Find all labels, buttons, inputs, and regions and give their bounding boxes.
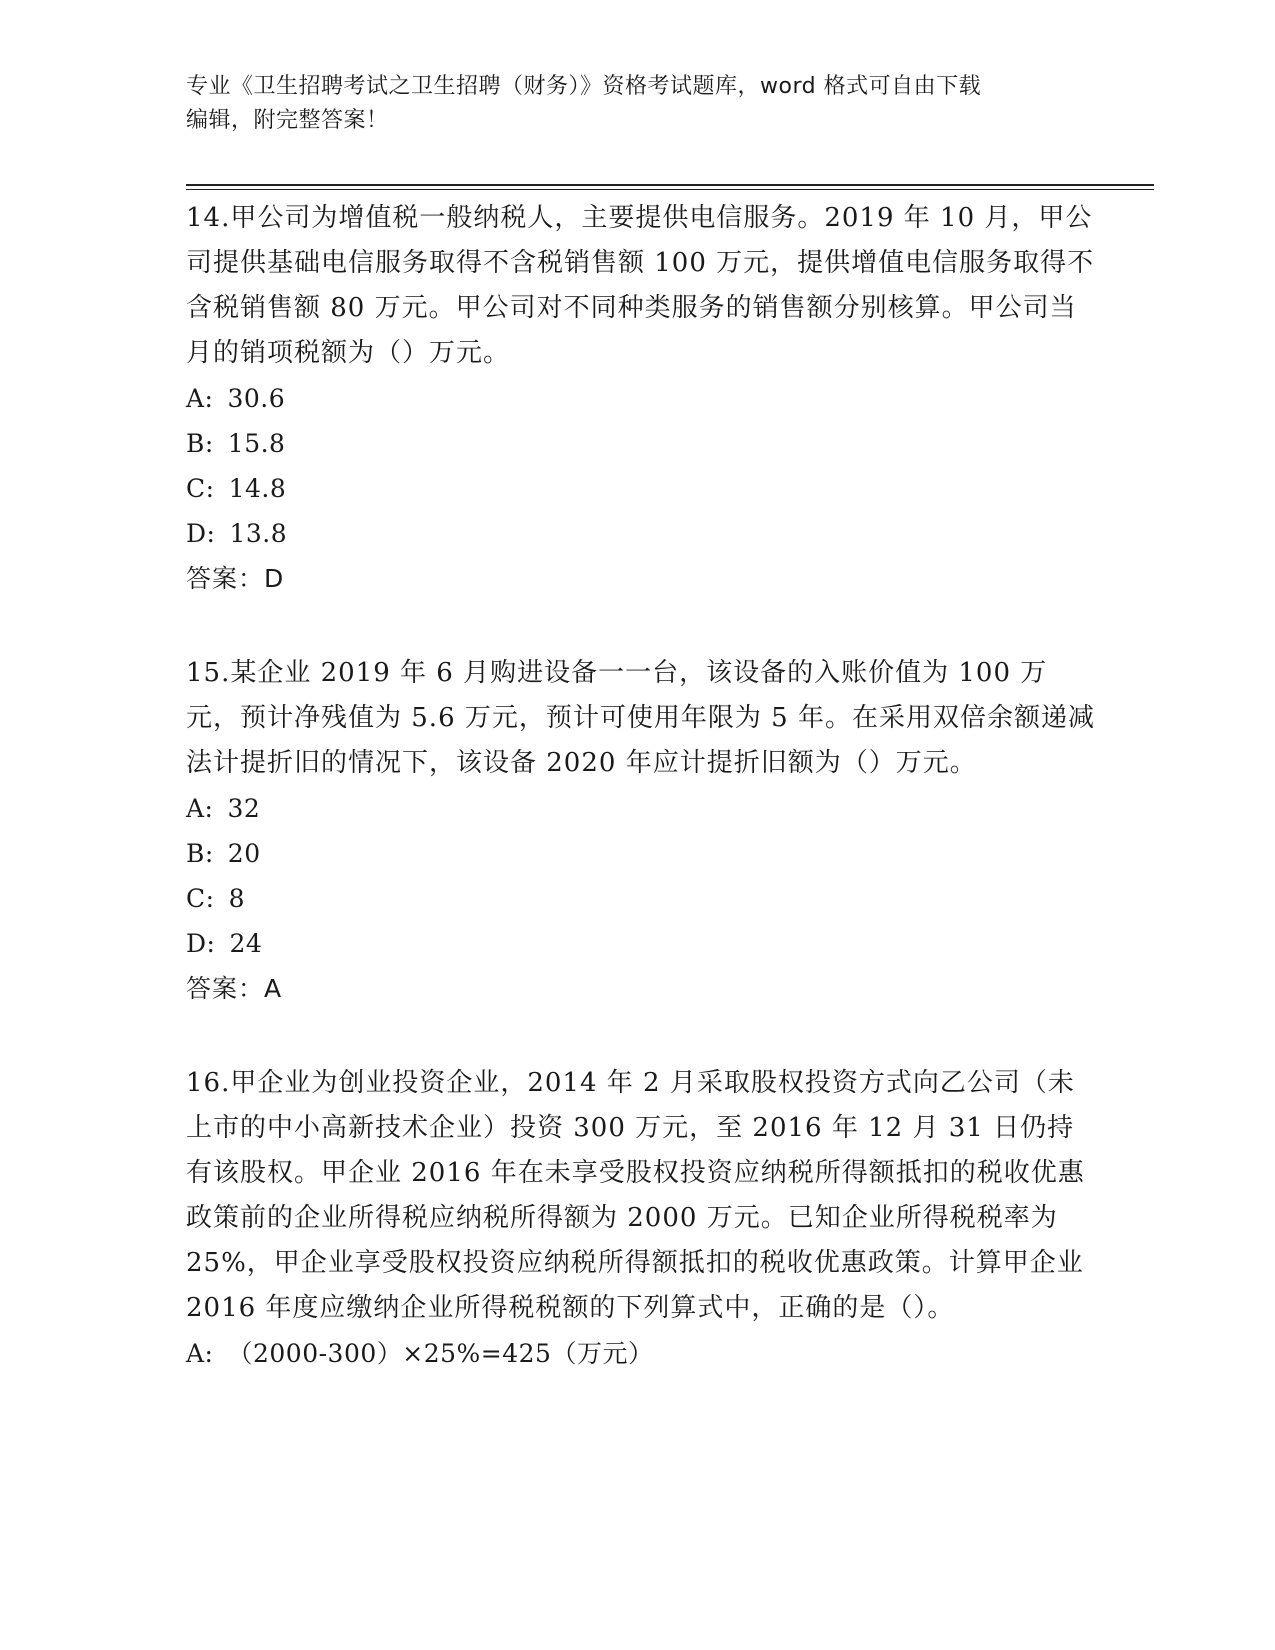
option-b — [186, 421, 1096, 466]
question-stem: 14.甲公司为增值税一般纳税人，主要提供电信服务。2019 年 10 月，甲公司提供基础电信服务取得不含税销售额 100 万元，提供增值电信服务取得不含税销售额 80 万元。甲公司对不同种类服务的销售额分别核算。甲公司当月的销项税额为（）万元。 — [186, 203, 1095, 368]
option-value: 30.6 — [227, 384, 286, 413]
option-list — [186, 376, 1096, 556]
option-value: 20 — [227, 839, 261, 868]
option-list — [186, 1331, 1096, 1376]
option-key: D: — [186, 929, 216, 958]
question-15 — [186, 651, 1096, 1011]
option-value: 8 — [228, 884, 245, 913]
header-line-1: 专业《卫生招聘考试之卫生招聘（财务）》资格考试题库，word 格式可自由下载 — [186, 74, 982, 99]
question-stem: 15.某企业 2019 年 6 月购进设备一一台，该设备的入账价值为 100 万元，预计净残值为 5.6 万元，预计可使用年限为 5 年。在采用双倍余额递减法计提折旧的情况下，该设备 2020 年应计提折旧额为（）万元。 — [186, 658, 1095, 778]
question-stem: 16.甲企业为创业投资企业，2014 年 2 月采取股权投资方式向乙公司（未上市的中小高新技术企业）投资 300 万元，至 2016 年 12 月 31 日仍持有该股权。甲企业 2016 年在未享受股权投资应纳税所得额抵扣的税收优惠政策前的企业所得税应纳税所得额为 2000 万元。已知企业所得税税率为 25%，甲企业享受股权投资应纳税所得额抵扣的税收优惠政策。计算甲企业 2016 年度应缴纳企业所得税税额的下列算式中，正确的是（）。 — [186, 1068, 1085, 1323]
option-key: C: — [186, 884, 215, 913]
option-a — [186, 1331, 1096, 1376]
option-a — [186, 376, 1096, 421]
spacer — [186, 601, 1096, 645]
spacer — [186, 1011, 1096, 1055]
option-key: D: — [186, 519, 216, 548]
option-value: 13.8 — [229, 519, 288, 548]
option-c — [186, 876, 1096, 921]
answer-line: 答案：A — [186, 974, 283, 1003]
option-value: 24 — [229, 929, 263, 958]
document-page — [186, 70, 1096, 1376]
header-line-2: 编辑，附完整答案！ — [186, 108, 389, 133]
option-c — [186, 466, 1096, 511]
option-key: B: — [186, 429, 214, 458]
header-divider — [186, 184, 1154, 190]
option-d — [186, 921, 1096, 966]
option-value: 15.8 — [227, 429, 286, 458]
option-value: 32 — [227, 794, 261, 823]
question-14 — [186, 196, 1096, 601]
option-d — [186, 511, 1096, 556]
option-key: B: — [186, 839, 214, 868]
option-value: 14.8 — [228, 474, 287, 503]
option-b — [186, 831, 1096, 876]
option-key: A: — [186, 1339, 214, 1368]
option-list — [186, 786, 1096, 966]
option-a — [186, 786, 1096, 831]
answer-line: 答案：D — [186, 564, 285, 593]
option-value: （2000-300）×25%=425（万元） — [227, 1339, 654, 1368]
question-16 — [186, 1061, 1096, 1376]
option-key: A: — [186, 384, 214, 413]
option-key: A: — [186, 794, 214, 823]
option-key: C: — [186, 474, 215, 503]
